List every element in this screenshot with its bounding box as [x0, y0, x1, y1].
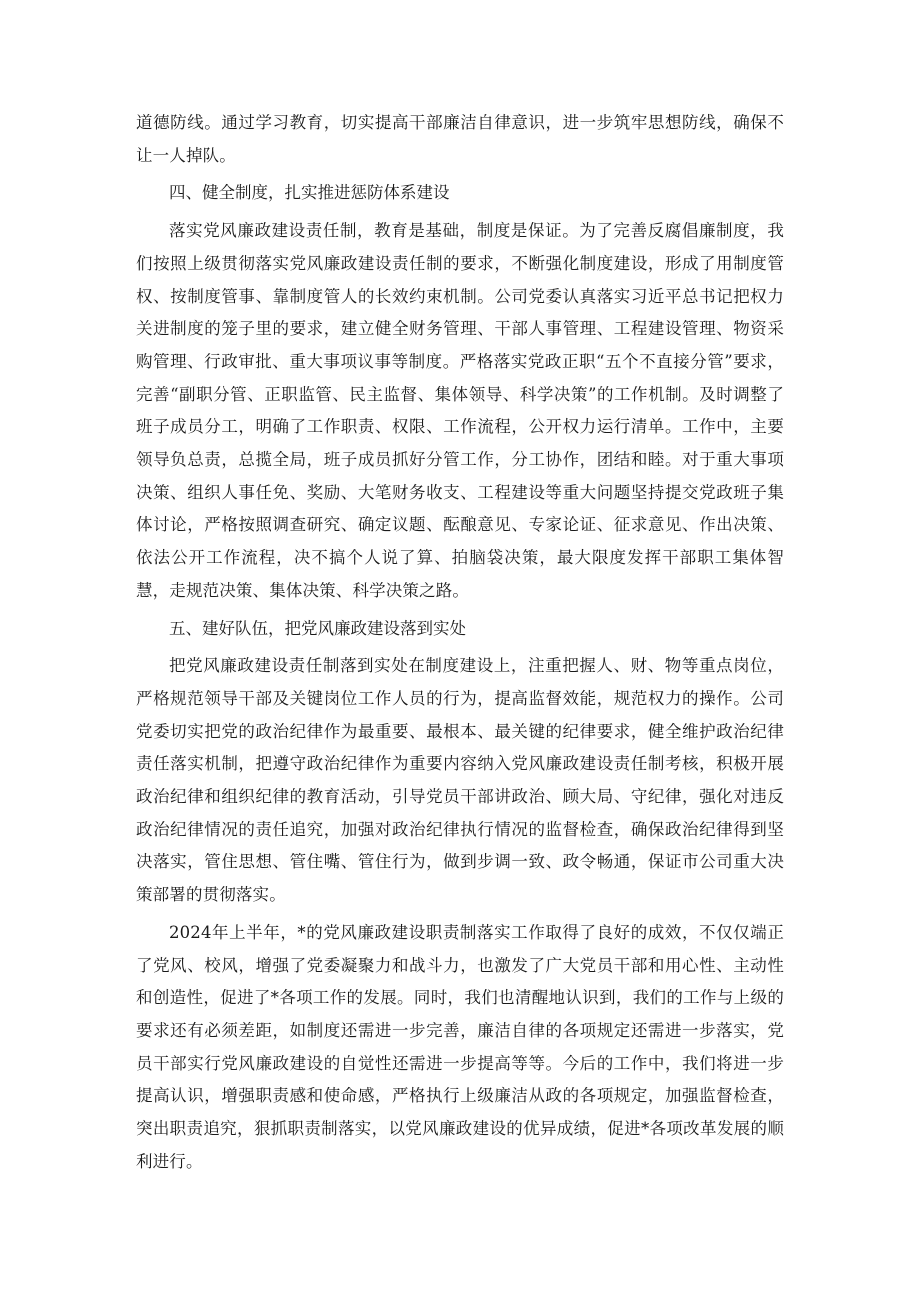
section-heading-5: 五、建好队伍，把党风廉政建设落到实处	[169, 618, 466, 638]
paragraph-body: 2024年上半年，*的党风廉政建设职责制落实工作取得了良好的成效，不仅仅端正了党风、校风，增强了党委凝聚力和战斗力，也激发了广大党员干部和用心性、主动性和创造性，促进了*各项工作的发展。同时，我们也清醒地认识到，我们的工作与上级的要求还有必须差距，如制度还需进一步完善，廉洁自律的各项规定还需进一步落实，党员干部实行党风廉政建设的自觉性还需进一步提高等等。今后的工作中，我们将进一步提高认识，增强职责感和使命感，严格执行上级廉洁从政的各项规定，加强监督检查，突出职责追究，狠抓职责制落实，以党风廉政建设的优异成绩，促进*各项改革发展的顺利进行。	[136, 922, 784, 1171]
document-page	[136, 107, 784, 1179]
paragraph-body: 落实党风廉政建设责任制，教育是基础，制度是保证。为了完善反腐倡廉制度，我们按照上级贯彻落实党风廉政建设责任制的要求，不断强化制度建设，形成了用制度管权、按制度管事、靠制度管人的长效约束机制。公司党委认真落实习近平总书记把权力关进制度的笼子里的要求，建立健全财务管理、干部人事管理、工程建设管理、物资采购管理、行政审批、重大事项议事等制度。严格落实党政正职“五个不直接分管”要求，完善“副职分管、正职监管、民主监督、集体领导、科学决策”的工作机制。及时调整了班子成员分工，明确了工作职责、权限、工作流程，公开权力运行清单。工作中，主要领导负总责，总揽全局，班子成员抓好分管工作，分工协作，团结和睦。对于重大事项决策、组织人事任免、奖励、大笔财务收支、工程建设等重大问题坚持提交党政班子集体讨论，严格按照调查研究、确定议题、酝酿意见、专家论证、征求意见、作出决策、依法公开工作流程，决不搞个人说了算、拍脑袋决策，最大限度发挥干部职工集体智慧，走规范决策、集体决策、科学决策之路。	[136, 221, 784, 600]
paragraph-body: 把党风廉政建设责任制落到实处在制度建设上，注重把握人、财、物等重点岗位，严格规范领导干部及关键岗位工作人员的行为，提高监督效能，规范权力的操作。公司党委切实把党的政治纪律作为最重要、最根本、最关键的纪律要求，健全维护政治纪律责任落实机制，把遵守政治纪律作为重要内容纳入党风廉政建设责任制考核，积极开展政治纪律和组织纪律的教育活动，引导党员干部讲政治、顾大局、守纪律，强化对违反政治纪律情况的责任追究，加强对政治纪律执行情况的监督检查，确保政治纪律得到坚决落实，管住思想、管住嘴、管住行为，做到步调一致、政令畅通，保证市公司重大决策部署的贯彻落实。	[136, 656, 784, 905]
section-heading-4: 四、健全制度，扎实推进惩防体系建设	[169, 183, 450, 203]
paragraph-continuation: 道德防线。通过学习教育，切实提高干部廉洁自律意识，进一步筑牢思想防线，确保不让一人掉队。	[136, 113, 784, 165]
